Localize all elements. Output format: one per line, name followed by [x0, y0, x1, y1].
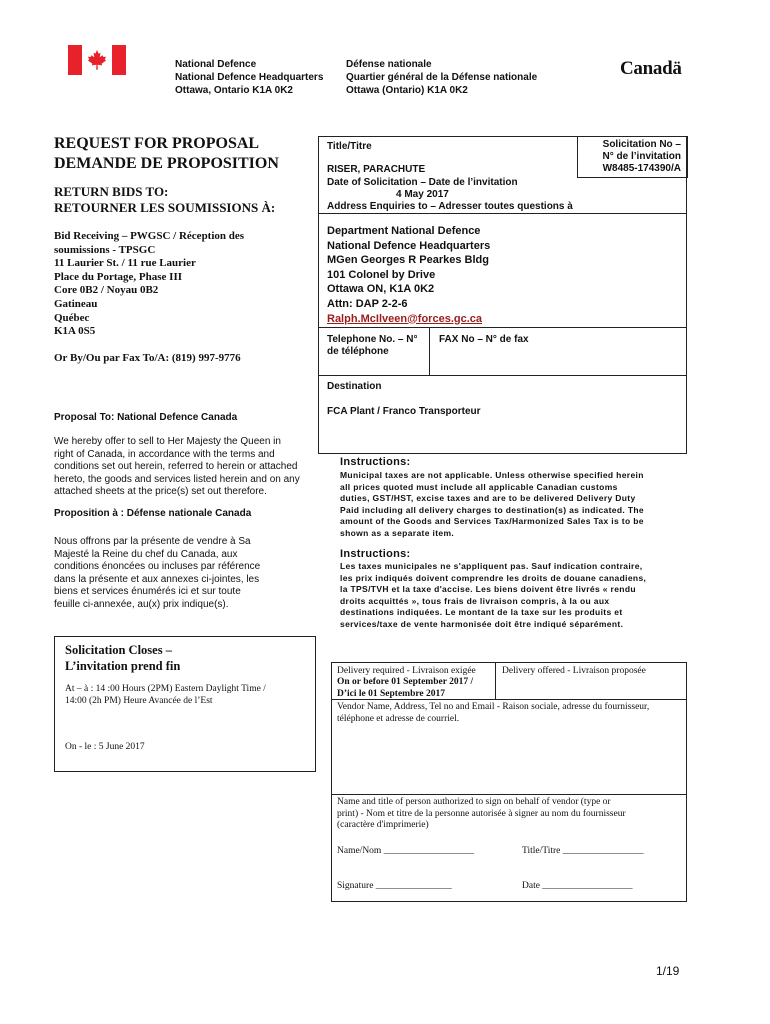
solicitation-number-cell	[577, 136, 688, 178]
offer-en-line: attached sheets at the price(s) set out therefore.	[54, 486, 267, 498]
page-number: 1/19	[656, 964, 680, 978]
canada-wordmark: Canadä	[620, 58, 682, 79]
offer-en-line: conditions set out herein, referred to herein or attached	[54, 461, 298, 473]
divider	[429, 327, 430, 375]
instructions-en-line: all prices quoted must include all applicable Canadian customs	[340, 481, 618, 492]
signature-field[interactable]: Signature ________________	[337, 881, 452, 891]
fax-label: FAX No – N° de fax	[439, 334, 529, 345]
closes-title-line: Solicitation Closes –	[65, 643, 172, 657]
title-field[interactable]: Title/Titre _________________	[522, 846, 644, 856]
contact-line: National Defence Headquarters	[327, 239, 491, 252]
proposition-a: Proposition à : Défense nationale Canada	[54, 508, 252, 519]
date-field[interactable]: Date ___________________	[522, 881, 633, 891]
delivery-date	[337, 677, 473, 700]
document-title	[54, 134, 279, 174]
address-line: soumissions - TPSGC	[54, 243, 156, 256]
date-value: 4 May 2017	[396, 189, 449, 200]
contact-line: MGen Georges R Pearkes Bldg	[327, 254, 489, 267]
destination-label: Destination	[327, 381, 382, 392]
telephone-line: Telephone No. – N°	[327, 334, 418, 345]
telephone-label	[327, 334, 418, 358]
header-french-address	[346, 58, 537, 97]
divider	[319, 327, 686, 328]
instructions-fr-line: services/taxe de vente harmonisée doit être indiqué séparément.	[340, 618, 624, 629]
instructions-fr-line: droits acquittés », tous frais de livraison compris, à la ou aux	[340, 595, 610, 606]
title-line: REQUEST FOR PROPOSAL	[54, 135, 260, 152]
header-english-address	[175, 58, 323, 97]
offer-french	[54, 536, 260, 612]
offer-fr-line: conditions énoncées ou incluses par référence	[54, 561, 261, 573]
return-bids-heading	[54, 184, 275, 216]
solicitation-info-box	[318, 136, 687, 454]
solicitation-closes-box	[54, 636, 316, 772]
contact-line: Attn: DAP 2-2-6	[327, 297, 408, 310]
divider	[495, 663, 496, 699]
contact-address	[327, 224, 490, 326]
offer-fr-line: Nous offrons par la présente de vendre à Sa	[54, 536, 251, 547]
instructions-fr-line: les prix indiqués doivent comprendre les droits de douane canadiens,	[340, 572, 647, 583]
vendor-info-label	[337, 702, 649, 725]
date-label: Date of Solicitation – Date de l’invitation	[327, 177, 518, 188]
contact-line: Ottawa ON, K1A 0K2	[327, 283, 435, 296]
address-line: Québec	[54, 311, 90, 324]
title-line: DEMANDE DE PROPOSITION	[54, 155, 279, 172]
contact-line: Department National Defence	[327, 225, 481, 237]
header-fr-line: Ottawa (Ontario) K1A 0K2	[346, 85, 468, 96]
address-line: Place du Portage, Phase III	[54, 270, 183, 283]
closes-time	[65, 683, 266, 707]
title-label: Title/Titre	[327, 141, 372, 152]
instructions-fr-line: destinations indiquées. Le montant de la taxe sur les produits et	[340, 607, 623, 618]
offer-fr-line: feuille ci-annexée, au(x) prix indique(s).	[54, 598, 229, 610]
instructions-en-line: shown as a separate item.	[340, 527, 455, 538]
fax-number: Or By/Ou par Fax To/A: (819) 997-9776	[54, 352, 241, 364]
return-address	[54, 230, 244, 339]
closes-title	[65, 642, 180, 674]
header-fr-line: Défense nationale	[346, 59, 432, 70]
divider	[319, 375, 686, 376]
delivery-offered-label: Delivery offered - Livraison proposée	[502, 666, 646, 676]
canada-flag-icon	[68, 45, 126, 75]
name-field[interactable]: Name/Nom ___________________	[337, 846, 474, 856]
auth-line: Name and title of person authorized to sign on behalf of vendor (type or	[337, 797, 611, 807]
offer-en-line: right of Canada, in accordance with the terms and	[54, 448, 275, 460]
contact-email-link[interactable]: Ralph.McIlveen@forces.gc.ca	[327, 312, 483, 325]
solicitation-line: Solicitation No –	[602, 139, 681, 150]
address-line: 11 Laurier St. / 11 rue Laurier	[54, 257, 196, 270]
title-value: RISER, PARACHUTE	[327, 164, 426, 175]
delivery-required-label: Delivery required - Livraison exigée	[337, 666, 476, 676]
return-line: RETOURNER LES SOUMISSIONS À:	[54, 200, 276, 215]
instructions-fr-body	[340, 561, 646, 631]
instructions-en-line: duties, GST/HST, excise taxes and are to be delivered Delivery Duty	[340, 493, 636, 504]
solicitation-line: W8485-174390/A	[602, 163, 681, 174]
address-line: Bid Receiving – PWGSC / Réception des	[54, 230, 245, 242]
address-line: Gatineau	[54, 297, 98, 310]
offer-en-line: We hereby offer to sell to Her Majesty the Queen in	[54, 436, 281, 447]
instructions-en-heading: Instructions:	[340, 456, 411, 468]
vendor-line: téléphone et adresse de courriel.	[337, 713, 460, 724]
offer-fr-line: dans la présente et aux annexes ci-jointes, les	[54, 573, 260, 585]
header-fr-line: Quartier général de la Défense nationale	[346, 72, 538, 83]
offer-fr-line: Majesté la Reine du chef du Canada, aux	[54, 548, 238, 560]
offer-en-line: hereto, the goods and services listed herein and on any	[54, 473, 300, 485]
offer-fr-line: biens et services énumérés ici et sur toute	[54, 586, 241, 598]
instructions-fr-line: la TPS/TVH et la taxe d'accise. Les biens doivent être livrés « rendu	[340, 584, 636, 595]
delivery-date-line: On or before 01 September 2017 /	[337, 677, 474, 687]
header-en-line: Ottawa, Ontario K1A 0K2	[175, 85, 293, 96]
instructions-fr-heading: Instructions:	[340, 548, 411, 560]
offer-english	[54, 436, 300, 499]
closes-time-line: At – à : 14 :00 Hours (2PM) Eastern Daylight Time /	[65, 684, 266, 694]
address-line: Core 0B2 / Noyau 0B2	[54, 284, 159, 297]
instructions-en-line: Municipal taxes are not applicable. Unless otherwise specified herein	[340, 470, 644, 480]
header-en-line: National Defence Headquarters	[175, 72, 324, 83]
auth-line: print) - Nom et titre de la personne autorisée à signer au nom du fournisseur	[337, 808, 626, 819]
contact-line: 101 Colonel by Drive	[327, 268, 436, 281]
authorized-person-label	[337, 797, 626, 832]
return-line: RETURN BIDS TO:	[54, 184, 169, 199]
flag-red-bar-left	[68, 45, 82, 75]
header-en-line: National Defence	[175, 59, 257, 70]
instructions-en-line: Paid including all delivery charges to destination(s) as indicated. The	[340, 504, 644, 515]
instructions-en-line: amount of the Goods and Services Tax/Harmonized Sales Tax is to be	[340, 516, 644, 527]
closes-time-line: 14:00 (2h PM) Heure Avancée de l’Est	[65, 696, 213, 706]
divider	[332, 794, 686, 795]
instructions-en-body	[340, 470, 644, 540]
solicitation-number	[603, 139, 681, 175]
auth-line: (caractère d'imprimerie)	[337, 820, 429, 831]
closes-date: On - le : 5 June 2017	[65, 742, 145, 752]
destination-value: FCA Plant / Franco Transporteur	[327, 406, 481, 417]
vendor-line: Vendor Name, Address, Tel no and Email - Raison sociale, adresse du fournisseur,	[337, 702, 650, 712]
proposal-to: Proposal To: National Defence Canada	[54, 412, 238, 423]
enquiries-label: Address Enquiries to – Adresser toutes questions à	[327, 201, 573, 212]
telephone-line: de téléphone	[327, 346, 389, 357]
delivery-date-line: D’ici le 01 Septembre 2017	[337, 688, 445, 699]
divider	[319, 213, 686, 214]
flag-red-bar-right	[112, 45, 126, 75]
maple-leaf-icon	[86, 49, 108, 71]
vendor-box	[331, 662, 687, 902]
solicitation-line: N° de l’invitation	[602, 151, 681, 162]
address-line: K1A 0S5	[54, 325, 96, 338]
closes-title-line: L’invitation prend fin	[65, 659, 181, 673]
instructions-fr-line: Les taxes municipales ne s'appliquent pas. Sauf indication contraire,	[340, 561, 643, 571]
